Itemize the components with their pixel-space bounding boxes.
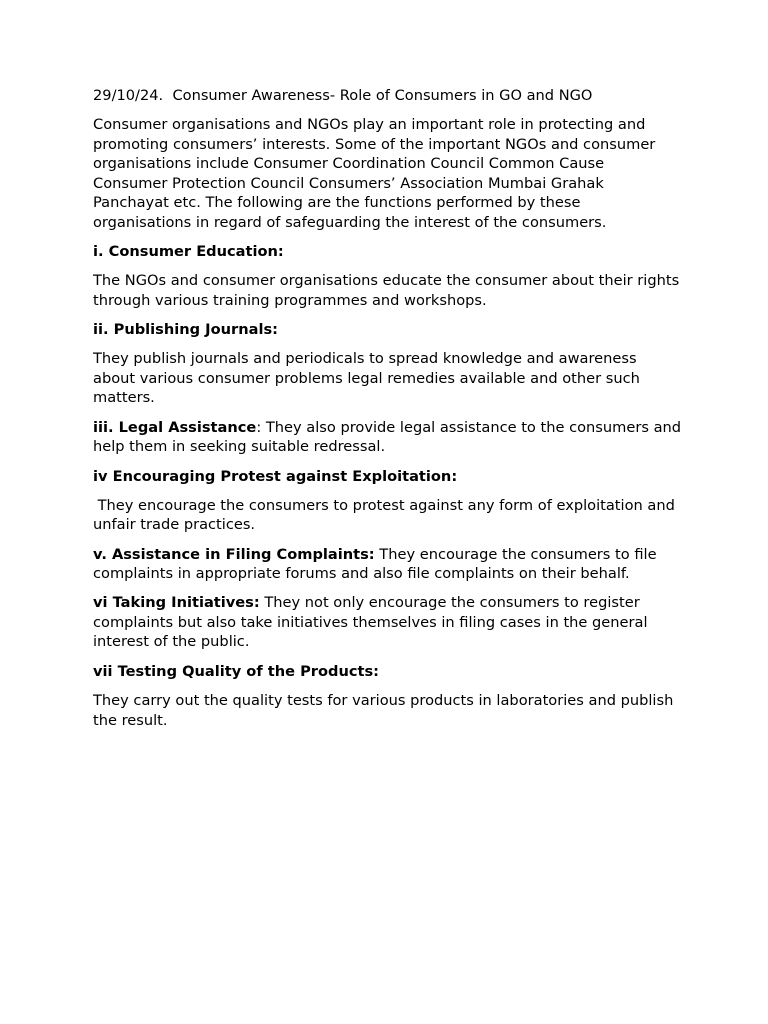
section-legal-assistance — [93, 418, 683, 457]
section-body-filing-complaints: They encourage the consumers to file complaints in appropriate forums and also file complaints on their behalf. — [93, 545, 662, 583]
section-body-legal-assistance: : They also provide legal assistance to the consumers and help them in seeking suitable redressal. — [93, 418, 682, 456]
section-heading-consumer-education: i. Consumer Education: — [93, 243, 284, 261]
section-heading-filing-complaints: v. Assistance in Filing Complaints: — [93, 545, 375, 563]
section-heading-publishing-journals: ii. Publishing Journals: — [93, 321, 278, 339]
section-body-taking-initiatives: They not only encourage the consumers to register complaints but also take initiatives themselves in filing cases in the general interest of the public. — [93, 594, 653, 651]
section-taking-initiatives — [93, 593, 683, 652]
section-heading-taking-initiatives: vi Taking Initiatives: — [93, 594, 260, 612]
section-body-publishing-journals: They publish journals and periodicals to spread knowledge and awareness about various consumer problems legal remedies available and other such matters. — [93, 350, 640, 407]
section-heading-encouraging-protest: iv Encouraging Protest against Exploitation: — [93, 467, 458, 485]
section-heading-legal-assistance: iii. Legal Assistance — [93, 418, 257, 436]
section-filing-complaints — [93, 545, 683, 584]
intro-paragraph: Consumer organisations and NGOs play an important role in protecting and promoting consumers’ interests. Some of the important NGOs and consumer organisations include Consumer Coordination Council Common Cause Consumer Protection Council Consumers’ Association Mumbai Grahak Panchayat etc. The following are the functions performed by these organisations in regard of safeguarding the interest of the consumers. — [93, 116, 656, 231]
section-body-encouraging-protest-text: They encourage the consumers to protest against any form of exploitation and unfair trade practices. — [93, 496, 680, 534]
section-body-testing-quality: They carry out the quality tests for various products in laboratories and publish the result. — [93, 692, 674, 729]
section-body-consumer-education: The NGOs and consumer organisations educate the consumer about their rights through various training programmes and workshops. — [93, 272, 680, 309]
section-heading-testing-quality: vii Testing Quality of the Products: — [93, 662, 380, 680]
document-page — [93, 86, 683, 740]
document-title: 29/10/24. Consumer Awareness- Role of Consumers in GO and NGO — [93, 87, 593, 104]
section-body-encouraging-protest — [93, 496, 683, 535]
